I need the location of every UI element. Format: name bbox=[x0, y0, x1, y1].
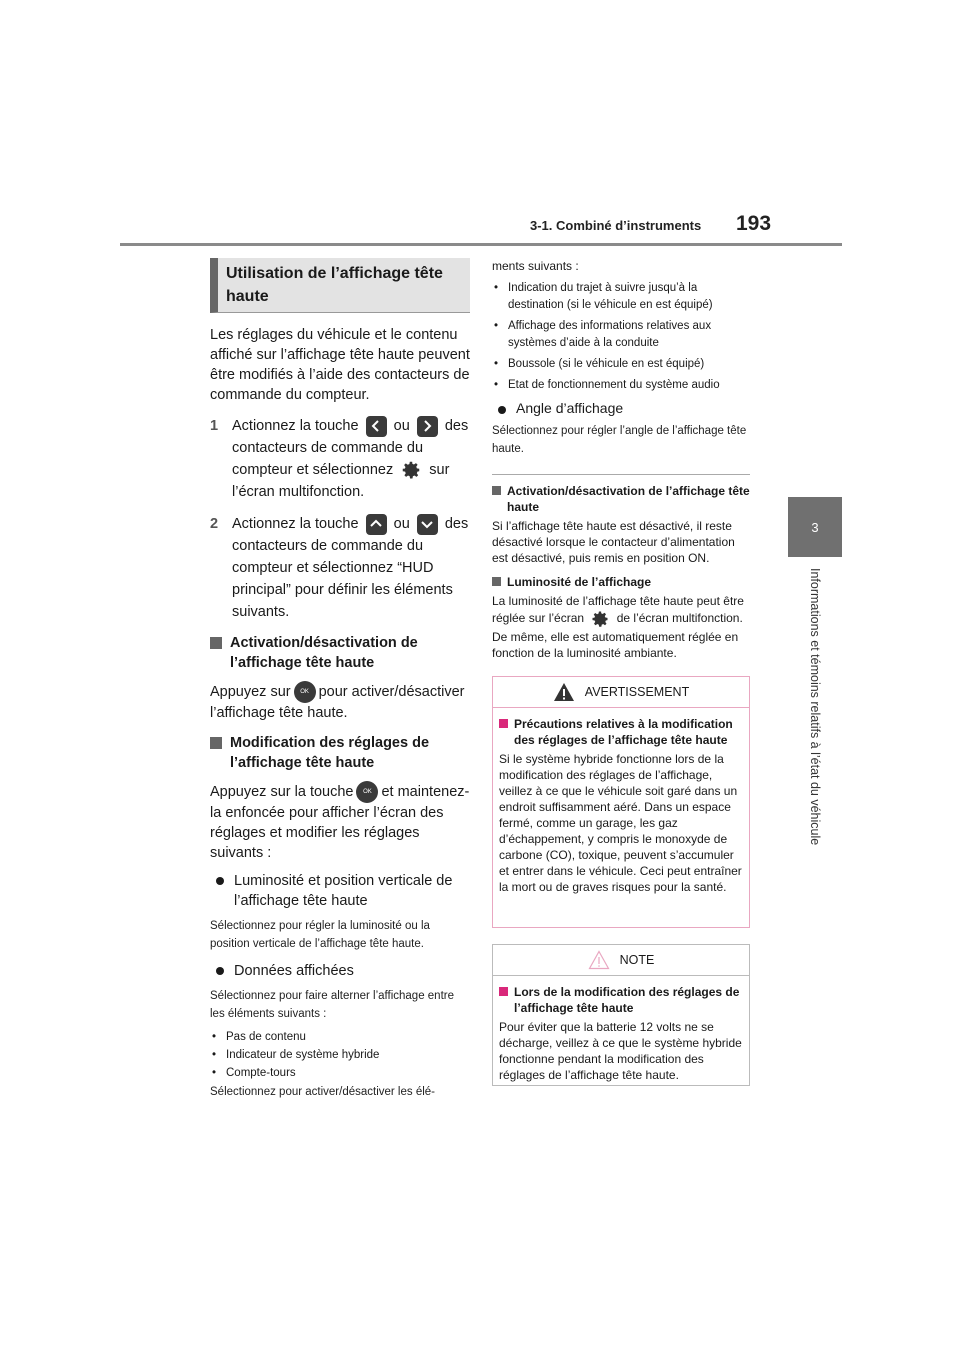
bullet-dot-icon bbox=[216, 877, 224, 885]
ok-button-icon: OK bbox=[294, 681, 316, 703]
list-item-text: Boussole (si le véhicule en est équipé) bbox=[508, 358, 705, 370]
step-2 bbox=[210, 513, 470, 623]
bullet-text: Luminosité et position verticale de l’affichage tête haute bbox=[234, 873, 453, 910]
list-item: • Affichage des informations relatives aux systèmes d’aide à la conduite bbox=[492, 318, 750, 352]
list-item-text: Compte-tours bbox=[226, 1067, 296, 1080]
subheading-brightness bbox=[492, 574, 750, 590]
chevron-left-icon bbox=[366, 416, 387, 437]
bullet-dot-icon bbox=[498, 406, 506, 414]
step-text-part: ou bbox=[393, 418, 410, 434]
text-part: de l’écran multifonction. De même, elle est automatiquement réglée en fonction de la luminosité ambiante. bbox=[492, 611, 743, 660]
square-bullet-icon bbox=[210, 637, 222, 649]
warning-title: AVERTISSEMENT bbox=[584, 685, 690, 699]
continued-text: ments suivants : bbox=[492, 259, 579, 273]
text-part: et maintenez-la enfoncée pour afficher l’écran des réglages et modifier les réglages suivants : bbox=[210, 784, 470, 862]
bullet-text: Données affichées bbox=[234, 963, 354, 980]
left-column bbox=[210, 258, 470, 1107]
warning-body bbox=[493, 708, 749, 913]
square-bullet-icon bbox=[492, 577, 501, 586]
step-text-part: Actionnez la touche bbox=[232, 418, 359, 434]
brightness-desc: Sélectionnez pour régler la luminosité ou la position verticale de l’affichage tête haute. bbox=[210, 920, 430, 951]
list-item: • Indication du trajet à suivre jusqu’à la destination (si le véhicule en est équipé) bbox=[492, 280, 750, 314]
list-item-text: Etat de fonctionnement du système audio bbox=[508, 379, 720, 391]
bullet-dot-icon bbox=[216, 967, 224, 975]
step-1 bbox=[210, 415, 470, 503]
bullet-brightness bbox=[210, 871, 470, 911]
step-text-part: des contacteurs de commande du compteur et sélectionnez bbox=[232, 418, 469, 478]
list-item: • Etat de fonctionnement du système audio bbox=[492, 377, 750, 394]
step-text bbox=[232, 513, 470, 623]
square-bullet-icon bbox=[492, 486, 501, 495]
subheading-text: Modification des réglages de l’affichage tête haute bbox=[230, 735, 430, 772]
text-part: La luminosité de l’affichage tête haute peut être réglée sur l’écran bbox=[492, 594, 744, 626]
bullet-angle bbox=[492, 400, 750, 416]
list-item-text: Affichage des informations relatives aux systèmes d’aide à la conduite bbox=[508, 320, 712, 349]
note-subheading bbox=[499, 984, 743, 1016]
square-bullet-icon bbox=[499, 987, 508, 996]
list-item-text: Indicateur de système hybride bbox=[226, 1049, 380, 1062]
list-item-text: Pas de contenu bbox=[226, 1031, 306, 1044]
square-bullet-icon bbox=[210, 737, 222, 749]
caution-triangle-icon bbox=[588, 950, 610, 970]
list-item: • Compte-tours bbox=[210, 1065, 470, 1082]
step-text-part: des contacteurs de commande du compteur et sélectionnez “HUD principal” pour définir les éléments suivants. bbox=[232, 516, 469, 621]
text-part: pour activer/désactiver l’affichage tête haute. bbox=[210, 684, 465, 722]
warning-box bbox=[492, 676, 750, 928]
step-text bbox=[232, 415, 470, 503]
bullet-text: Angle d’affichage bbox=[516, 400, 624, 416]
chevron-up-icon bbox=[366, 514, 387, 535]
bullet-data bbox=[210, 961, 470, 981]
angle-desc: Sélectionnez pour régler l’angle de l’affichage tête haute. bbox=[492, 425, 747, 455]
warning-triangle-icon bbox=[553, 682, 575, 702]
subheading-text: Activation/désactivation de l’affichage tête haute bbox=[230, 635, 418, 672]
step-text-part: sur l’écran multifonction. bbox=[232, 462, 450, 501]
header-rule bbox=[120, 243, 842, 246]
data-desc: Sélectionnez pour faire alterner l’affichage entre les éléments suivants : bbox=[210, 990, 454, 1021]
subheading-text: Luminosité de l’affichage bbox=[507, 575, 652, 589]
step-number: 1 bbox=[210, 418, 219, 434]
text-part: Appuyez sur bbox=[210, 684, 291, 700]
activation-text bbox=[210, 681, 470, 723]
step-text-part: Actionnez la touche bbox=[232, 516, 359, 533]
modification-text bbox=[210, 781, 470, 863]
note-title: NOTE bbox=[619, 953, 655, 967]
intro-text: Les réglages du véhicule et le contenu affiché sur l’affichage tête haute peuvent être modifiés à l’aide des contacteurs de commande du compteur. bbox=[210, 327, 470, 403]
square-bullet-icon bbox=[499, 719, 508, 728]
subheading-modification bbox=[210, 733, 470, 773]
subheading-text: Lors de la modification des réglages de l’affichage tête haute bbox=[514, 985, 740, 1015]
header-section: 3-1. Combiné d’instruments bbox=[530, 218, 702, 233]
list-item: • Pas de contenu bbox=[210, 1029, 470, 1046]
list-item: • Indicateur de système hybride bbox=[210, 1047, 470, 1064]
right-column bbox=[492, 258, 750, 669]
note-body bbox=[493, 976, 749, 1101]
gear-icon bbox=[400, 459, 422, 481]
tail-text: Sélectionnez pour activer/désactiver les élé- bbox=[210, 1086, 436, 1099]
note-text: Pour éviter que la batterie 12 volts ne se décharge, veillez à ce que le système hybride fonctionne pendant la modification des réglages de l’affichage tête haute. bbox=[499, 1020, 742, 1082]
ok-button-icon: OK bbox=[356, 781, 378, 803]
subheading-text: Précautions relatives à la modification des réglages de l’affichage tête haute bbox=[514, 717, 733, 747]
note-box bbox=[492, 944, 750, 1086]
warning-subheading bbox=[499, 716, 743, 748]
text-part: Appuyez sur la touche bbox=[210, 784, 354, 800]
divider bbox=[492, 474, 750, 475]
chapter-title-vertical: Informations et témoins relatifs à l’état du véhicule bbox=[808, 568, 822, 846]
note-header bbox=[493, 945, 749, 976]
activation-info-text: Si l’affichage tête haute est désactivé, il reste désactivé lorsque le contacteur d’alimentation est désactivé, puis remis en position ON. bbox=[492, 519, 735, 565]
list-item: • Boussole (si le véhicule en est équipé) bbox=[492, 356, 750, 373]
chevron-down-icon bbox=[417, 514, 438, 535]
subheading-text: Activation/désactivation de l’affichage tête haute bbox=[507, 484, 750, 514]
list-item-text: Indication du trajet à suivre jusqu’à la destination (si le véhicule en est équipé) bbox=[508, 282, 713, 311]
warning-text: Si le système hybride fonctionne lors de la modification des réglages de l’affichage, veillez à ce que le véhicule soit garé dans un endroit suffisamment aéré. Dans un espace fermé, comme un garage, les gaz d’échappement, y compris le monoxyde de carbone (CO), toxique, peuvent s’accumuler et entrer dans le véhicule. Ceci peut entraîner la mort ou de graves risques pour la santé. bbox=[499, 752, 742, 894]
page-number: 193 bbox=[736, 212, 772, 235]
step-number: 2 bbox=[210, 516, 219, 533]
subheading-activation bbox=[210, 633, 470, 673]
chevron-right-icon bbox=[417, 416, 438, 437]
warning-header bbox=[493, 677, 749, 708]
brightness-info-text bbox=[492, 593, 750, 661]
subheading-activation-info bbox=[492, 483, 750, 515]
section-title: Utilisation de l’affichage tête haute bbox=[210, 258, 470, 313]
step-text-part: ou bbox=[393, 516, 410, 533]
gear-icon bbox=[590, 609, 610, 629]
chapter-tab: 3 bbox=[788, 497, 842, 557]
